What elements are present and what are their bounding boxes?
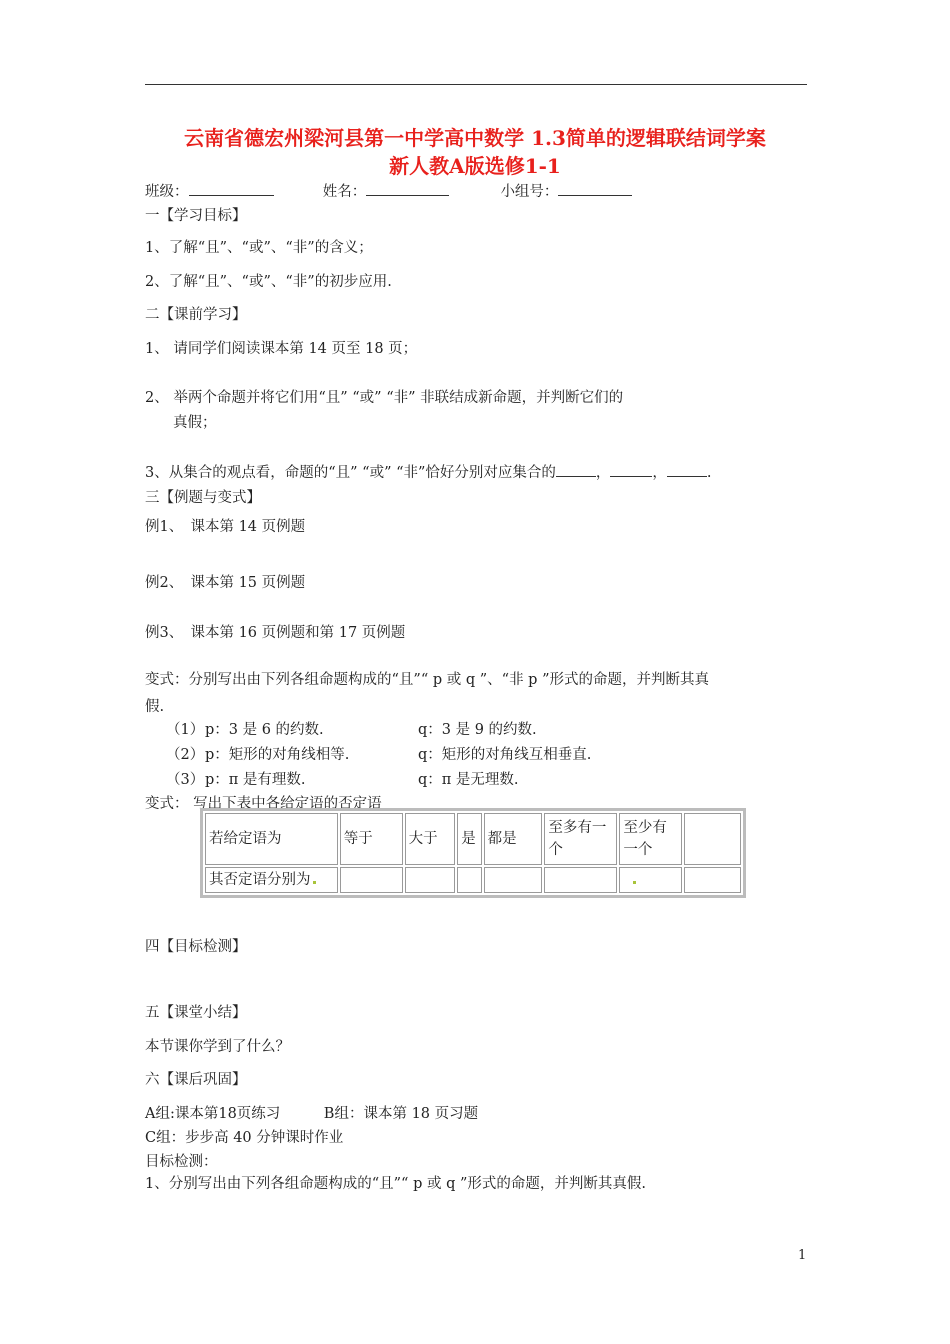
sets-question-text: 3、从集合的观点看，命题的“且” “或” “非”恰好分别对应集合的 <box>145 465 556 481</box>
section-heading-review: 六【课后巩固】 <box>145 1072 247 1088</box>
header-rule <box>145 84 807 85</box>
table-cell[interactable] <box>340 867 403 893</box>
sets-blank[interactable] <box>556 462 596 477</box>
example-item: 例2、 课本第 15 页例题 <box>145 575 306 591</box>
table-cell: 若给定语为 <box>205 813 338 865</box>
table-cell <box>684 813 741 865</box>
negation-table <box>200 808 746 898</box>
sets-blank[interactable] <box>667 462 707 477</box>
proposition-pair-num: （2） <box>166 747 205 763</box>
example-item: 例1、 课本第 14 页例题 <box>145 519 306 535</box>
table-cell[interactable] <box>484 867 543 893</box>
section-heading-summary: 五【课堂小结】 <box>145 1005 247 1021</box>
goal-item: 1、了解“且”、“或”、“非”的含义； <box>145 240 373 256</box>
sets-question-end: . <box>706 465 712 481</box>
table-row <box>205 813 741 865</box>
table-cell: 至少有一个 <box>619 813 682 865</box>
goal-item: 2、了解“且”、“或”、“非”的初步应用. <box>145 274 392 290</box>
prestudy-item: 2、 举两个命题并将它们用“且” “或” “非” 非联结成新命题，并判断它们的 <box>145 390 624 406</box>
group-field[interactable] <box>558 181 632 196</box>
proposition-pair-num: （1） <box>166 722 205 738</box>
variant-prompt: 变式：分别写出由下列各组命题构成的“且”“ p 或 q ”、“非 p ”形式的命题，并判断其真 <box>145 672 709 688</box>
document-subtitle: 新人教A版选修1-1 <box>389 154 561 178</box>
table-cell[interactable] <box>405 867 456 893</box>
table-cell: 至多有一个 <box>544 813 617 865</box>
group-label: 小组号： <box>500 184 559 200</box>
section-heading-goals: 一【学习目标】 <box>145 208 247 224</box>
table-cell <box>205 867 338 893</box>
proposition-p: p：π 是有理数. <box>205 772 306 788</box>
table-cell[interactable] <box>619 867 682 893</box>
page-number: 1 <box>798 1248 807 1263</box>
proposition-pair-num: （3） <box>166 772 205 788</box>
table-cell[interactable] <box>457 867 481 893</box>
table-cell[interactable] <box>684 867 741 893</box>
document-title: 云南省德宏州梁河县第一中学高中数学 1.3简单的逻辑联结词学案 <box>184 126 766 150</box>
class-field[interactable] <box>189 181 274 196</box>
proposition-p: p：3 是 6 的约数. <box>205 722 324 738</box>
table-cell: 等于 <box>340 813 403 865</box>
prestudy-item-cont: 真假； <box>173 415 217 431</box>
table-row <box>205 867 741 893</box>
table-cell[interactable] <box>544 867 617 893</box>
check-item: 1、分别写出由下列各组命题构成的“且”“ p 或 q ”形式的命题，并判断其真假. <box>145 1176 646 1192</box>
proposition-p: p：矩形的对角线相等. <box>205 747 350 763</box>
section-heading-examples: 三【例题与变式】 <box>145 490 261 506</box>
class-label: 班级： <box>145 184 189 200</box>
table-cell-text: 其否定语分别为 <box>209 872 311 888</box>
student-info-row <box>145 180 632 201</box>
name-label: 姓名： <box>322 184 367 200</box>
check-label: 目标检测： <box>145 1154 218 1170</box>
proposition-q: q：3 是 9 的约数. <box>418 722 537 738</box>
mark-dot-icon <box>313 881 316 884</box>
prestudy-item: 1、 请同学们阅读课本第 14 页至 18 页； <box>145 341 418 357</box>
mark-dot-icon <box>633 881 636 884</box>
table-cell: 是 <box>457 813 481 865</box>
prestudy-item-sets: 3、从集合的观点看，命题的“且” “或” “非”恰好分别对应集合的 ， ， . <box>145 461 712 482</box>
section-heading-prestudy: 二【课前学习】 <box>145 307 247 323</box>
variant-negation-prompt: 变式： 写出下表中各给定语的否定语 <box>145 796 382 812</box>
section-heading-check: 四【目标检测】 <box>145 939 247 955</box>
name-field[interactable] <box>366 181 449 196</box>
example-item: 例3、 课本第 16 页例题和第 17 页例题 <box>145 625 406 641</box>
table-cell: 都是 <box>484 813 543 865</box>
review-group-c: C组：步步高 40 分钟课时作业 <box>145 1130 344 1146</box>
summary-text: 本节课你学到了什么？ <box>145 1039 290 1055</box>
review-group-ab: A组:课本第18页练习 B组：课本第 18 页习题 <box>145 1106 479 1122</box>
table-cell: 大于 <box>405 813 456 865</box>
sets-blank[interactable] <box>610 462 652 477</box>
variant-prompt-cont: 假. <box>145 699 165 715</box>
proposition-q: q：π 是无理数. <box>418 772 519 788</box>
proposition-q: q：矩形的对角线互相垂直. <box>418 747 592 763</box>
